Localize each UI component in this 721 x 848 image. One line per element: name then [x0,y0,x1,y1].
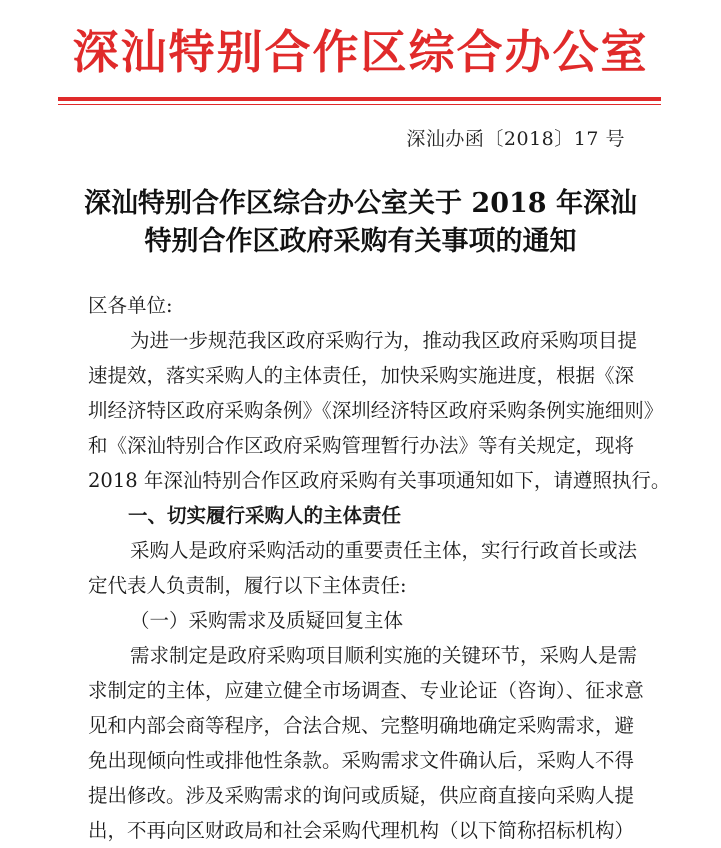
body-line: 采购人是政府采购活动的重要责任主体，实行行政首长或法 [130,539,638,562]
red-header-rule-thin [58,104,661,105]
body-line: 和《深汕特别合作区政府采购管理暂行办法》等有关规定，现将 [88,434,635,457]
body-line: 速提效，落实采购人的主体责任，加快采购实施进度，根据《深 [88,364,635,387]
body-line: 需求制定是政府采购项目顺利实施的关键环节，采购人是需 [130,644,638,667]
document-title [0,185,721,261]
subsection-heading: （一）采购需求及质疑回复主体 [130,609,404,632]
document-title-line-2: 特别合作区政府采购有关事项的通知 [144,226,577,257]
section-heading: 一、切实履行采购人的主体责任 [128,504,402,527]
body-line: 出，不再向区财政局和社会采购代理机构（以下简称招标机构） [88,819,635,842]
red-header-rule [58,97,661,101]
body-line: 定代表人负责制，履行以下主体责任: [88,574,407,597]
org-header-title: 深汕特别合作区综合办公室 [72,25,649,79]
body-line: 2018 年深汕特别合作区政府采购有关事项通知如下，请遵照执行。 [88,469,671,492]
body-line: 为进一步规范我区政府采购行为，推动我区政府采购项目提 [130,329,638,352]
body-line: 免出现倾向性或排他性条款。采购需求文件确认后，采购人不得 [88,749,635,772]
document-body [88,288,671,848]
salutation: 区各单位: [88,294,173,317]
body-line: 见和内部会商等程序，合法合规、完整明确地确定采购需求，避 [88,714,635,737]
document-number: 深汕办函〔2018〕17 号 [406,128,625,150]
body-line: 圳经济特区政府采购条例》《深圳经济特区政府采购条例实施细则》 [88,399,664,422]
body-line: 求制定的主体，应建立健全市场调查、专业论证（咨询）、征求意 [88,679,644,702]
document-title-line-1: 深汕特别合作区综合办公室关于 2018 年深汕 [84,188,637,219]
body-line: 提出修改。涉及采购需求的询问或质疑，供应商直接向采购人提 [88,784,635,807]
